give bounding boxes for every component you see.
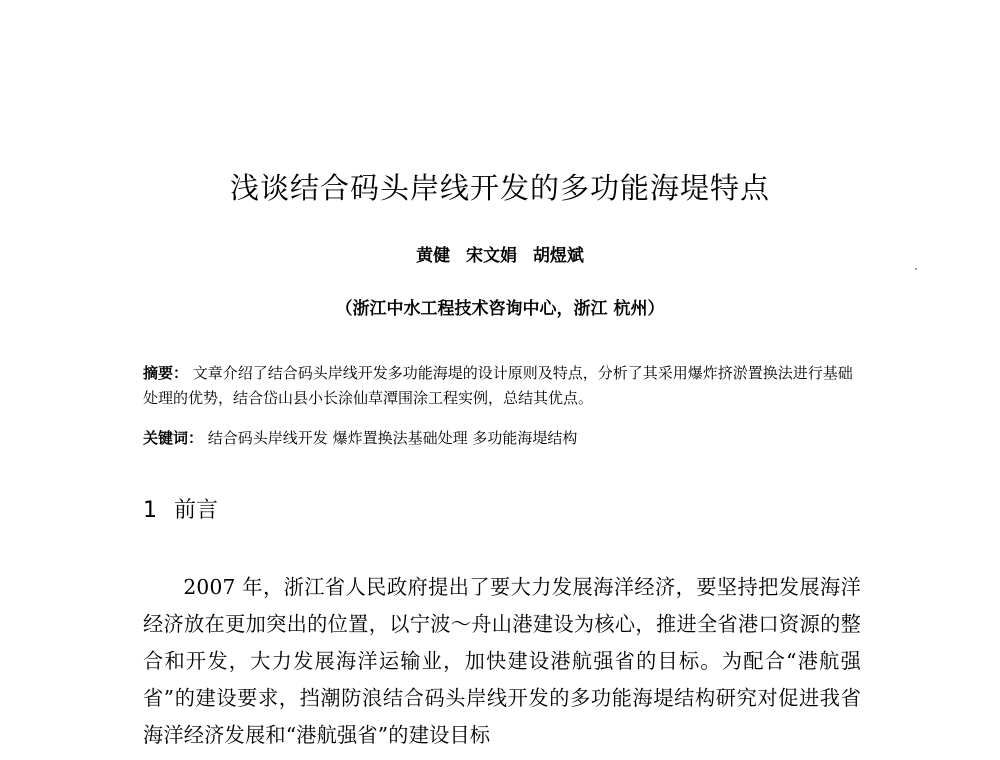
section-number: 1 xyxy=(143,498,157,523)
scan-speck xyxy=(915,268,917,270)
abstract-block xyxy=(143,361,863,411)
keywords-label: 关键词： xyxy=(143,429,204,447)
abstract-text: 文章介绍了结合码头岸线开发多功能海堤的设计原则及特点，分析了其采用爆炸挤淤置换法进行基础处理的优势，结合岱山县小长涂仙草潭围涂工程实例，总结其优点。 xyxy=(143,364,853,407)
section-title: 前言 xyxy=(174,498,219,523)
author-list: 黄健 宋文娟 胡煜斌 xyxy=(416,246,584,266)
paper-title: 浅谈结合码头岸线开发的多功能海堤特点 xyxy=(229,171,770,205)
author-affiliation: （浙江中水工程技术咨询中心，浙江 杭州） xyxy=(335,299,665,319)
body-paragraph: 2007 年，浙江省人民政府提出了要大力发展海洋经济，要坚持把发展海洋经济放在更加突出的位置，以宁波～舟山港建设为核心，推进全省港口资源的整合和开发，大力发展海洋运输业，加快建设港航强省的目标。为配合“港航强省”的建设要求，挡潮防浪结合码头岸线开发的多功能海堤结构研究对促进我省海洋经济发展和“港航强省”的建设目标 xyxy=(143,575,861,747)
section-heading xyxy=(143,495,218,527)
abstract-label: 摘要： xyxy=(143,364,189,382)
keywords-text: 结合码头岸线开发 爆炸置换法基础处理 多功能海堤结构 xyxy=(207,429,578,447)
keywords-block xyxy=(143,426,863,450)
